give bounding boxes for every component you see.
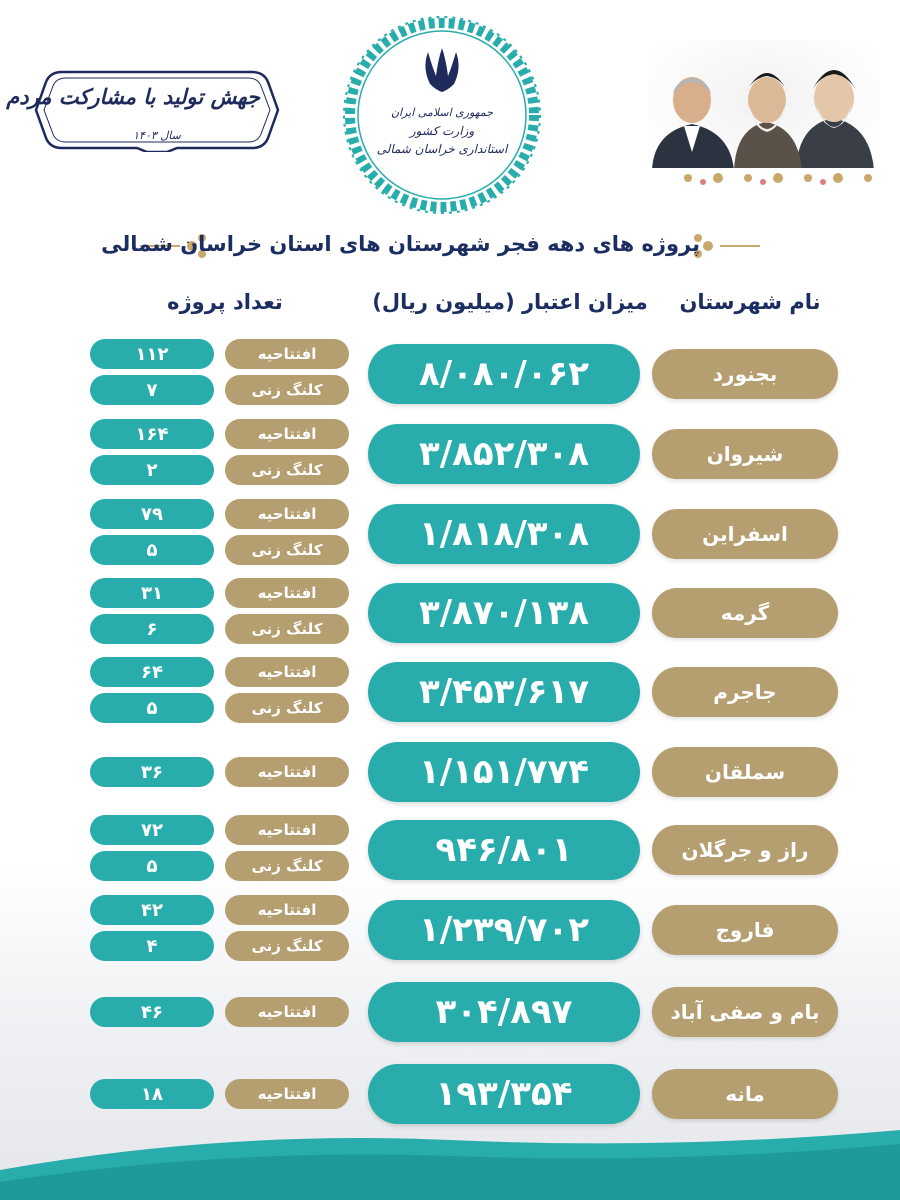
- project-count: ۱۱۲: [90, 339, 214, 369]
- city-name: سملقان: [652, 747, 838, 797]
- page-title: پروژه های دهه فجر شهرستان های استان خراسان شمالی: [101, 232, 700, 256]
- project-count: ۷۲: [90, 815, 214, 845]
- project-type: کلنگ زنی: [225, 375, 349, 405]
- project-type: کلنگ زنی: [225, 693, 349, 723]
- city-name: شیروان: [652, 429, 838, 479]
- project-type: کلنگ زنی: [225, 535, 349, 565]
- budget-value: ۸/۰۸۰/۰۶۲: [368, 344, 640, 404]
- emblem-line-governorate: استانداری خراسان شمالی: [376, 142, 508, 156]
- project-count: ۵: [90, 535, 214, 565]
- emblem-line-ministry: وزارت کشور: [409, 124, 475, 138]
- budget-value: ۱/۸۱۸/۳۰۸: [368, 504, 640, 564]
- project-count: ۴: [90, 931, 214, 961]
- slogan-year: سال ۱۴۰۳: [133, 129, 181, 142]
- project-count: ۳۶: [90, 757, 214, 787]
- budget-value: ۹۴۶/۸۰۱: [368, 820, 640, 880]
- project-type: کلنگ زنی: [225, 455, 349, 485]
- project-type: کلنگ زنی: [225, 614, 349, 644]
- budget-value: ۱۹۳/۳۵۴: [368, 1064, 640, 1124]
- project-type: افتتاحیه: [225, 499, 349, 529]
- emblem-line-country: جمهوری اسلامی ایران: [390, 106, 494, 119]
- project-type: افتتاحیه: [225, 1079, 349, 1109]
- column-header-count: تعداد پروژه: [167, 290, 283, 314]
- project-count: ۷: [90, 375, 214, 405]
- budget-value: ۳۰۴/۸۹۷: [368, 982, 640, 1042]
- portraits-image: [648, 40, 880, 190]
- project-type: افتتاحیه: [225, 997, 349, 1027]
- title-row: [0, 226, 900, 266]
- project-count: ۳۱: [90, 578, 214, 608]
- city-name: بام و صفی آباد: [652, 987, 838, 1037]
- budget-value: ۳/۸۵۲/۳۰۸: [368, 424, 640, 484]
- project-type: افتتاحیه: [225, 419, 349, 449]
- slogan-text: جهش تولید با مشارکت مردم: [6, 84, 260, 109]
- project-count: ۴۶: [90, 997, 214, 1027]
- project-type: افتتاحیه: [225, 895, 349, 925]
- project-count: ۵: [90, 851, 214, 881]
- project-count: ۱۸: [90, 1079, 214, 1109]
- budget-value: ۳/۸۷۰/۱۳۸: [368, 583, 640, 643]
- city-name: جاجرم: [652, 667, 838, 717]
- project-count: ۵: [90, 693, 214, 723]
- project-type: افتتاحیه: [225, 815, 349, 845]
- project-count: ۷۹: [90, 499, 214, 529]
- slogan-badge: [6, 68, 282, 152]
- budget-value: ۱/۱۵۱/۷۷۴: [368, 742, 640, 802]
- project-type: افتتاحیه: [225, 657, 349, 687]
- column-header-city: نام شهرستان: [679, 290, 821, 314]
- city-name: فاروج: [652, 905, 838, 955]
- wave-shape: [0, 1130, 900, 1200]
- project-type: کلنگ زنی: [225, 851, 349, 881]
- project-type: افتتاحیه: [225, 578, 349, 608]
- project-type: افتتاحیه: [225, 757, 349, 787]
- project-count: ۱۶۴: [90, 419, 214, 449]
- leaders-portraits: [648, 40, 880, 190]
- project-count: ۶: [90, 614, 214, 644]
- budget-value: ۳/۴۵۳/۶۱۷: [368, 662, 640, 722]
- city-name: مانه: [652, 1069, 838, 1119]
- column-header-budget: میزان اعتبار (میلیون ریال): [372, 290, 648, 314]
- project-count: ۲: [90, 455, 214, 485]
- city-name: گرمه: [652, 588, 838, 638]
- bottom-wave: [0, 1130, 900, 1200]
- project-count: ۶۴: [90, 657, 214, 687]
- project-type: افتتاحیه: [225, 339, 349, 369]
- city-name: راز و جرگلان: [652, 825, 838, 875]
- city-name: بجنورد: [652, 349, 838, 399]
- budget-value: ۱/۲۳۹/۷۰۲: [368, 900, 640, 960]
- city-name: اسفراین: [652, 509, 838, 559]
- project-count: ۴۲: [90, 895, 214, 925]
- project-type: کلنگ زنی: [225, 931, 349, 961]
- governorate-emblem: [339, 12, 545, 218]
